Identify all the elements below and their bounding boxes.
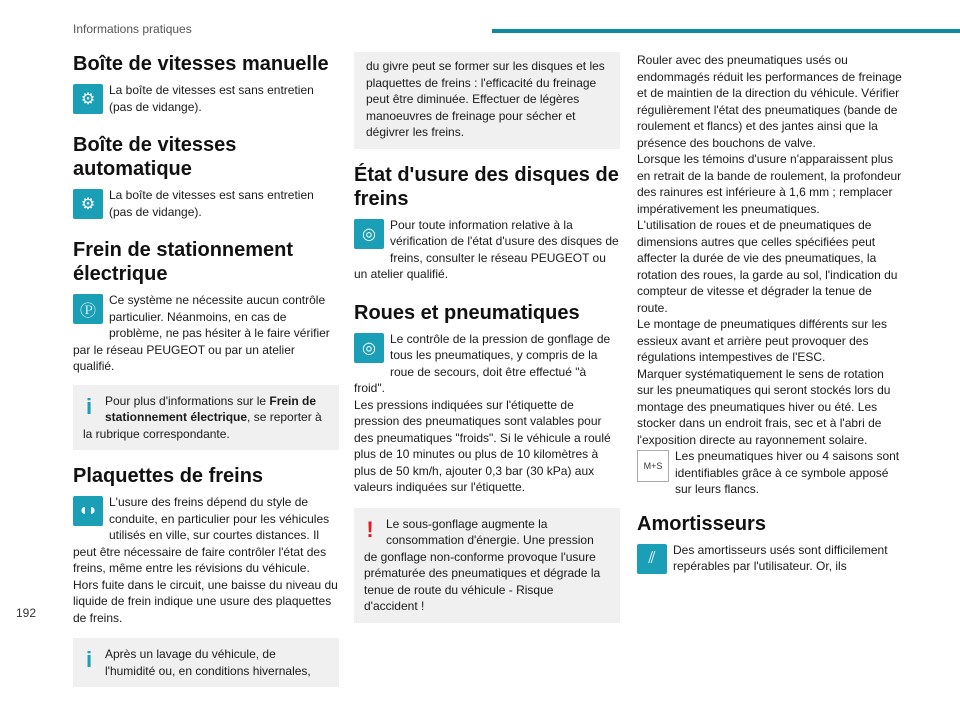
brake-disc-text: Pour toute information relative à la vérification de l'état d'usure des disques de freins, consulter le réseau PEUGEOT ou un atelier qualifié. [354, 217, 619, 281]
winter-tyre-text: Les pneumatiques hiver ou 4 saisons sont identifiables grâce à ce symbole apposé sur leurs flancs. [675, 449, 900, 496]
column-1 [73, 52, 339, 701]
tyre-text-1: Le contrôle de la pression de gonflage de tous les pneumatiques, y compris de la roue de secours, doit être effectué "à froid". [354, 331, 611, 395]
heading-shock-absorbers: Amortisseurs [637, 512, 766, 535]
heading-wheels-tyres: Roues et pneumatiques [354, 301, 580, 324]
info-note-parking-brake: i Pour plus d'informations sur le Frein de stationnement électrique, se reporter à la rubrique correspondante. [73, 385, 339, 451]
brake-disc-icon: ◎ [354, 219, 384, 249]
automatic-gearbox-icon: ⚙ [73, 189, 103, 219]
heading-manual-gearbox: Boîte de vitesses manuelle [73, 53, 329, 75]
running-header: Informations pratiques [73, 22, 192, 36]
column-2 [354, 52, 620, 637]
heading-brake-pads: Plaquettes de freins [73, 465, 264, 487]
info-note-brake-wash: i Après un lavage du véhicule, de l'humidité ou, en conditions hivernales, [73, 638, 339, 687]
parking-brake-text: Ce système ne nécessite aucun contrôle particulier. Néanmoins, en cas de problème, ne pas hésiter à le faire vérifier par le réseau PEUGEOT ou par un atelier qualifié. [73, 293, 330, 373]
shock-absorber-text: Des amortisseurs usés sont difficilement repérables par l'utilisateur. Or, ils [673, 542, 888, 573]
wear-indicator-text: Lorsque les témoins d'usure n'apparaissent plus en retrait de la bande de roulement, la profondeur des rainures est inférieure à 1,6 mm ; remplacer impérativement les pneumatiques. [637, 152, 902, 216]
heading-automatic-gearbox: Boîte de vitesses automatique [73, 134, 237, 180]
manual-gearbox-text: La boîte de vitesses est sans entretien (pas de vidange). [109, 83, 314, 114]
storage-text: Marquer systématiquement le sens de rotation sur les pneumatiques qui seront stockés lors du montage des pneumatiques hiver ou été. Les stocker dans un endroit frais, sec et à l'abri de l'exposition directe au rayonnement solaire. [637, 366, 891, 447]
automatic-gearbox-text: La boîte de vitesses est sans entretien (pas de vidange). [109, 188, 314, 219]
info-note-brake-wash-continued: du givre peut se former sur les disques et les plaquettes de freins : l'efficacité du freinage peut être diminuée. Effectuer de légères manoeuvres de freinage pour sécher et dégivrer les freins. [354, 52, 620, 149]
header-accent-bar [492, 29, 960, 33]
column-3 [637, 52, 903, 576]
parking-brake-icon: Ⓟ [73, 294, 103, 324]
warning-note-underinflation: ! Le sous-gonflage augmente la consommation d'énergie. Une pression de gonflage non-conforme provoque l'usure prématurée des pneumatiques et dégrade la tenue de route du véhicule - Risque d'accident ! [354, 508, 620, 623]
info-icon: i [85, 393, 93, 419]
shock-absorber-icon: ⫽ [637, 544, 667, 574]
heading-electric-parking-brake: Frein de stationnement électrique [73, 239, 294, 285]
esc-text: Le montage de pneumatiques différents sur les essieux avant et arrière peut provoquer des régulations intempestives de l'ESC. [637, 317, 887, 364]
heading-brake-disc-wear: État d'usure des disques de freins [354, 163, 619, 210]
tyre-text-2: Les pressions indiquées sur l'étiquette de pression des pneumatiques sont valables pour des pneumatiques "froids". Si le véhicule a roulé plus de 10 minutes ou plus de 10 kilomètres à plus de 50 km/h, ajouter 0,3 bar (30 kPa) aux valeurs indiquées sur l'étiquette. [354, 397, 611, 494]
mountain-snowflake-icon: M+S [637, 450, 669, 482]
warning-icon: ! [366, 516, 374, 542]
info-icon: i [85, 647, 93, 672]
gearbox-icon: ⚙ [73, 84, 103, 114]
tyre-wear-text: Rouler avec des pneumatiques usés ou endommagés réduit les performances de freinage et de maintien de la direction du véhicule. Vérifier régulièrement l'état des pneumatiques (bande de roulement et flancs) et des jantes ainsi que la présence des bouchons de valve. [637, 53, 902, 150]
tyre-icon: ◎ [354, 333, 384, 363]
brake-pads-text-1: L'usure des freins dépend du style de conduite, en particulier pour les véhicules utilisés en ville, sur courtes distances. Il peut être nécessaire de faire contrôler l'état des freins, même entre les révisions du véhicule. [73, 495, 330, 575]
brake-pads-icon: ◖◗ [73, 496, 103, 526]
brake-pads-text-2: Hors fuite dans le circuit, une baisse du niveau du liquide de frein indique une usure des plaquettes de freins. [73, 577, 338, 625]
page-number: 192 [16, 606, 37, 620]
dimensions-text: L'utilisation de roues et de pneumatiques de dimensions autres que celles spécifiées peut affecter la durée de vie des pneumatiques, la rotation des roues, la garde au sol, l'indication du compteur de vitesse et dégrader la tenue de route. [637, 218, 898, 315]
